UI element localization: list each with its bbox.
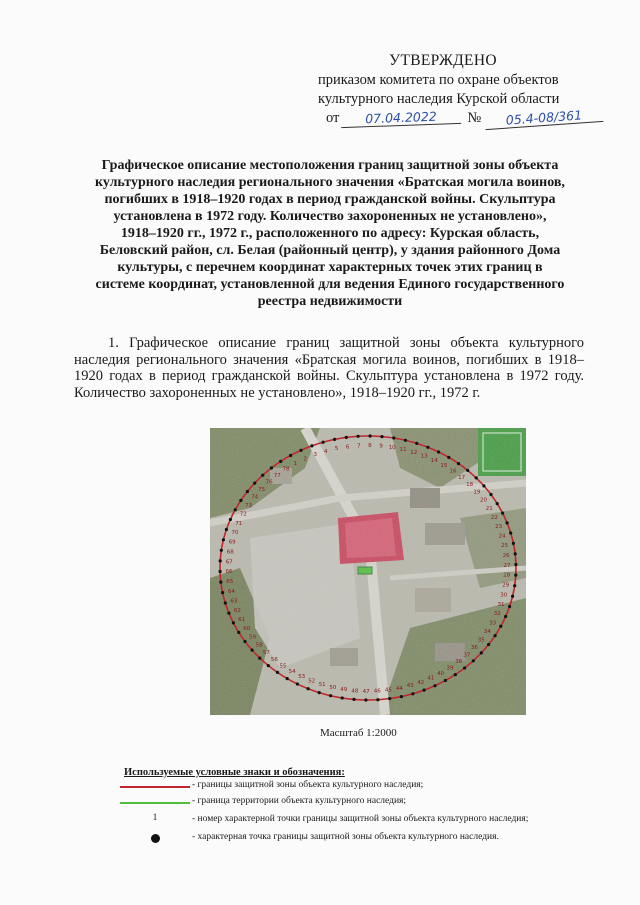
- boundary-point-label: 74: [251, 494, 259, 501]
- boundary-point: [487, 643, 490, 646]
- boundary-point-label: 30: [500, 592, 508, 599]
- aerial-map: [210, 428, 526, 715]
- approval-title: УТВЕРЖДЕНО: [389, 52, 497, 69]
- boundary-point-label: 46: [373, 688, 381, 695]
- black-dot-icon: [151, 834, 160, 843]
- boundary-point: [237, 631, 240, 634]
- boundary-point: [466, 469, 469, 472]
- boundary-point: [221, 591, 224, 594]
- boundary-point-label: 49: [340, 687, 348, 694]
- boundary-point-label: 19: [473, 489, 481, 496]
- boundary-point: [415, 442, 418, 445]
- boundary-point-label: 3: [313, 452, 318, 459]
- boundary-point: [404, 439, 407, 442]
- boundary-point: [239, 499, 242, 502]
- boundary-point-label: 23: [495, 524, 503, 530]
- boundary-point: [222, 538, 225, 541]
- boundary-point: [289, 454, 292, 457]
- order-row: [326, 107, 603, 128]
- approval-line-2: культурного наследия Курской области: [318, 91, 560, 107]
- boundary-point: [333, 438, 336, 441]
- boundary-point-label: 71: [235, 520, 243, 527]
- boundary-point-label: 72: [239, 511, 247, 518]
- boundary-point-label: 9: [379, 443, 383, 450]
- boundary-point: [232, 621, 235, 624]
- boundary-point: [376, 698, 379, 701]
- boundary-point: [307, 687, 310, 690]
- boundary-point-label: 47: [362, 689, 370, 695]
- document-title: Графическое описание местоположения границ защитной зоны объекта культурного наследия регионального значения «Братская могила воинов, погибших в 1918–1920 годах в период гражданской войны. Скульптура установлена в 1972 году. Количество захороненных не установлено», 1918–1920 гг., 1972 г., расположенного по адресу: Курская область, Беловский район, сл. Белая (районный центр), у здания районного Дома культуры, с перечнем координат характерных точек этих границ в системе координат, установленной для ведения Единого государственного реестра недвижимости: [95, 158, 565, 309]
- boundary-point: [514, 563, 517, 566]
- boundary-point: [475, 476, 478, 479]
- boundary-point: [234, 508, 237, 511]
- boundary-point-label: 33: [489, 620, 497, 627]
- boundary-point: [276, 671, 279, 674]
- boundary-point-label: 75: [258, 486, 266, 493]
- boundary-point-label: 34: [483, 629, 491, 635]
- boundary-point: [225, 528, 228, 531]
- boundary-point: [400, 695, 403, 698]
- boundary-point: [219, 581, 222, 584]
- boundary-point-label: 11: [399, 447, 407, 453]
- boundary-point-label: 39: [446, 665, 454, 672]
- boundary-point-label: 21: [485, 506, 493, 512]
- boundary-point-label: 38: [455, 659, 463, 666]
- from-label: от: [326, 110, 340, 126]
- boundary-point: [480, 651, 483, 654]
- boundary-point-label: 62: [233, 608, 241, 614]
- boundary-point: [482, 484, 485, 487]
- boundary-point-label: 58: [255, 642, 263, 649]
- boundary-point: [512, 542, 515, 545]
- boundary-point-label: 1: [293, 461, 298, 468]
- boundary-point: [357, 435, 360, 438]
- boundary-point-label: 53: [298, 674, 306, 681]
- boundary-point: [508, 605, 511, 608]
- map-scale: Масштаб 1:2000: [320, 727, 397, 739]
- boundary-point: [433, 684, 436, 687]
- boundary-point: [514, 574, 517, 577]
- boundary-point: [261, 474, 264, 477]
- handwritten-date: 07.04.2022: [341, 109, 461, 128]
- boundary-point: [364, 698, 367, 701]
- boundary-point-label: 36: [470, 645, 478, 652]
- map-texture: [210, 428, 526, 715]
- boundary-point: [423, 689, 426, 692]
- boundary-point-label: 77: [273, 472, 281, 479]
- boundary-point: [246, 490, 249, 493]
- boundary-point: [499, 625, 502, 628]
- boundary-point-label: 64: [227, 588, 235, 595]
- boundary-point-label: 59: [249, 634, 256, 641]
- legend-item-text: - номер характерной точки границы защитной зоны объекта культурного наследия;: [192, 814, 529, 824]
- boundary-point: [258, 657, 261, 660]
- boundary-point-label: 63: [230, 598, 238, 605]
- boundary-point: [514, 552, 517, 555]
- boundary-point: [447, 456, 450, 459]
- boundary-point: [318, 691, 321, 694]
- boundary-point-label: 37: [463, 652, 471, 659]
- boundary-point-label: 69: [228, 539, 236, 546]
- boundary-point-label: 22: [490, 514, 498, 521]
- boundary-point-label: 66: [225, 569, 233, 576]
- boundary-point: [454, 673, 457, 676]
- boundary-point: [310, 444, 313, 447]
- boundary-point: [219, 559, 222, 562]
- boundary-point: [489, 493, 492, 496]
- boundary-point: [509, 531, 512, 534]
- boundary-point: [251, 649, 254, 652]
- boundary-point-label: 40: [437, 670, 445, 677]
- boundary-point: [341, 696, 344, 699]
- boundary-point-label: 48: [351, 688, 359, 695]
- boundary-point-label: 14: [430, 457, 438, 464]
- boundary-point: [388, 697, 391, 700]
- boundary-point-label: 15: [440, 463, 448, 469]
- boundary-point-label: 18: [466, 482, 474, 488]
- boundary-point-label: 68: [226, 549, 234, 556]
- boundary-point-label: 41: [427, 675, 435, 682]
- boundary-point-label: 7: [356, 443, 361, 450]
- boundary-point-label: 67: [225, 559, 233, 566]
- point-dot-symbol: [120, 834, 190, 843]
- approval-block: [318, 52, 618, 108]
- boundary-point-label: 65: [226, 579, 234, 586]
- boundary-point-label: 12: [410, 449, 418, 456]
- boundary-point-label: 25: [501, 543, 509, 550]
- boundary-point-label: 42: [417, 679, 425, 686]
- boundary-point: [220, 549, 223, 552]
- boundary-point-label: 45: [384, 687, 392, 694]
- boundary-point-label: 13: [420, 453, 428, 460]
- boundary-point: [504, 615, 507, 618]
- boundary-point-label: 50: [329, 685, 337, 691]
- boundary-point: [380, 435, 383, 438]
- legend-item-text: - границы защитной зоны объекта культурного наследия;: [192, 780, 424, 790]
- section-1-paragraph: 1. Графическое описание границ защитной зоны объекта культурного наследия регионального значения «Братская могила воинов, погибших в 1918–1920 годах в период гражданской войны. Скульптура установлена в 1972 году. Количество захороненных не установлено», 1918–1920 гг., 1972 г.: [74, 335, 584, 401]
- boundary-point: [506, 521, 509, 524]
- boundary-point: [299, 449, 302, 452]
- boundary-point: [457, 462, 460, 465]
- boundary-point-label: 27: [503, 562, 511, 569]
- boundary-point-label: 70: [231, 530, 239, 537]
- boundary-point: [345, 436, 348, 439]
- boundary-point-label: 73: [245, 503, 253, 509]
- boundary-point: [463, 666, 466, 669]
- boundary-point: [227, 612, 230, 615]
- boundary-point-label: 20: [480, 497, 487, 504]
- boundary-point-label: 54: [288, 669, 296, 675]
- boundary-point: [270, 466, 273, 469]
- boundary-point-label: 10: [388, 444, 396, 451]
- boundary-point-label: 60: [243, 626, 251, 632]
- boundary-point-label: 55: [279, 663, 287, 670]
- map-canvas: [210, 428, 526, 715]
- approval-line-1: приказом комитета по охране объектов: [318, 72, 559, 88]
- boundary-point: [411, 692, 414, 695]
- boundary-point-label: 51: [318, 682, 326, 689]
- boundary-point-label: 78: [282, 466, 290, 473]
- boundary-point-label: 52: [308, 678, 316, 685]
- boundary-point: [513, 584, 516, 587]
- boundary-point-label: 17: [458, 475, 466, 482]
- number-label: №: [467, 110, 482, 126]
- boundary-point: [444, 679, 447, 682]
- boundary-point-label: 16: [449, 468, 457, 475]
- boundary-point-label: 56: [270, 656, 278, 663]
- point-number-symbol: 1: [152, 813, 158, 823]
- boundary-point-label: 31: [497, 601, 505, 608]
- boundary-point: [437, 450, 440, 453]
- boundary-point-label: 8: [368, 443, 372, 449]
- boundary-point: [329, 694, 332, 697]
- boundary-point: [501, 512, 504, 515]
- boundary-point: [253, 482, 256, 485]
- boundary-point: [511, 595, 514, 598]
- boundary-point: [472, 659, 475, 662]
- boundary-point-label: 4: [324, 448, 328, 455]
- green-line-symbol: [120, 802, 190, 804]
- red-line-symbol: [120, 786, 190, 788]
- boundary-point: [229, 518, 232, 521]
- boundary-point-label: 61: [238, 617, 246, 624]
- boundary-point: [267, 664, 270, 667]
- boundary-point: [286, 677, 289, 680]
- handwritten-number: 05.4-08/361: [485, 107, 604, 130]
- boundary-point: [279, 460, 282, 463]
- boundary-point: [224, 601, 227, 604]
- boundary-point-label: 24: [498, 533, 506, 540]
- boundary-point: [296, 682, 299, 685]
- legend-title: Используемые условные знаки и обозначения:: [124, 767, 345, 778]
- boundary-point: [496, 502, 499, 505]
- boundary-point: [243, 640, 246, 643]
- boundary-point-label: 28: [503, 572, 511, 579]
- boundary-point-label: 6: [345, 444, 350, 451]
- boundary-point: [494, 634, 497, 637]
- boundary-point: [369, 434, 372, 437]
- boundary-point-label: 43: [406, 683, 414, 690]
- boundary-point-label: 32: [493, 611, 501, 618]
- boundary-point-label: 5: [334, 446, 339, 453]
- boundary-point: [322, 441, 325, 444]
- boundary-point-label: 76: [265, 479, 273, 486]
- boundary-point-label: 57: [262, 650, 270, 656]
- boundary-point: [352, 698, 355, 701]
- boundary-point: [392, 436, 395, 439]
- boundary-point-label: 26: [502, 552, 510, 559]
- boundary-point-label: 44: [395, 685, 403, 692]
- boundary-point: [426, 446, 429, 449]
- boundary-point-label: 2: [303, 456, 307, 463]
- legend-item-text: - характерная точка границы защитной зоны объекта культурного наследия.: [192, 832, 499, 842]
- boundary-point-label: 35: [477, 637, 485, 644]
- boundary-point-label: 29: [502, 582, 510, 589]
- legend-item-text: - граница территории объекта культурного наследия;: [192, 796, 407, 806]
- boundary-point: [219, 570, 222, 573]
